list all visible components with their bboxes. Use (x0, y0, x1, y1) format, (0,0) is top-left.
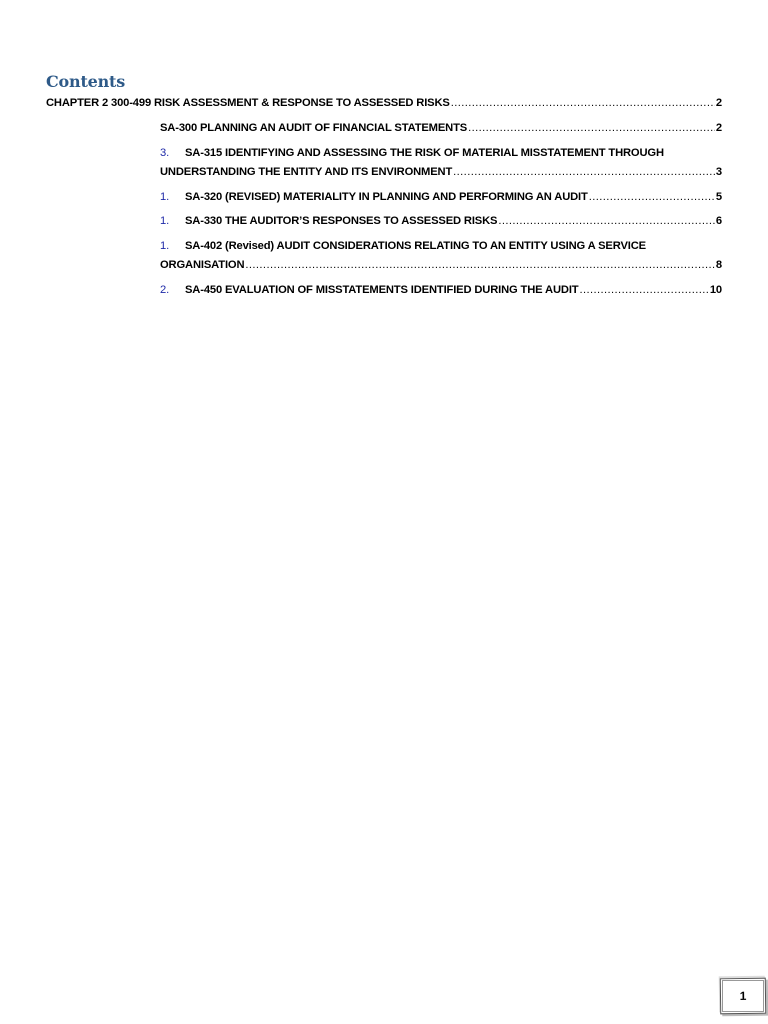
dot-leader (453, 166, 715, 178)
toc-entry-title: SA-330 THE AUDITOR’S RESPONSES TO ASSESSED RISKS (185, 215, 498, 227)
dot-leader (498, 215, 715, 227)
toc-entry-title-continuation: ORGANISATION (160, 259, 245, 271)
page-number-box (720, 978, 766, 1015)
toc-entry-page: 10 (709, 284, 722, 296)
list-number: 1. (160, 240, 170, 252)
toc-entry-title-continuation: UNDERSTANDING THE ENTITY AND ITS ENVIRONMENT (160, 166, 453, 178)
toc-entry-sa-315-continued[interactable] (160, 166, 722, 178)
list-number: 2. (160, 284, 170, 296)
list-number: 1. (160, 191, 170, 203)
toc-entry-sa-402-continued[interactable] (160, 259, 722, 271)
dot-leader (579, 284, 708, 296)
toc-entry-title: CHAPTER 2 300-499 RISK ASSESSMENT & RESPONSE TO ASSESSED RISKS (46, 97, 450, 109)
toc-entry-page: 5 (715, 191, 722, 203)
toc-entry-sa-450[interactable] (160, 284, 722, 296)
list-number: 1. (160, 215, 170, 227)
toc-entry-chapter-2[interactable] (46, 97, 722, 109)
toc-entry-title: SA-315 IDENTIFYING AND ASSESSING THE RISK OF MATERIAL MISSTATEMENT THROUGH (185, 147, 664, 159)
toc-entry-sa-300[interactable] (160, 122, 722, 134)
toc-entry-page: 3 (715, 166, 722, 178)
toc-entry-sa-402[interactable] (160, 240, 722, 252)
dot-leader (589, 191, 715, 203)
toc-entry-title: SA-450 EVALUATION OF MISSTATEMENTS IDENTIFIED DURING THE AUDIT (185, 284, 579, 296)
toc-entry-page: 2 (715, 122, 722, 134)
toc-entry-title: SA-402 (Revised) AUDIT CONSIDERATIONS RELATING TO AN ENTITY USING A SERVICE (185, 240, 646, 252)
toc-entry-sa-330[interactable] (160, 215, 722, 227)
toc-entry-page: 6 (715, 215, 722, 227)
list-number: 3. (160, 147, 170, 159)
toc-entry-page: 8 (715, 259, 722, 271)
toc-heading: Contents (46, 72, 126, 91)
toc-entry-sa-320[interactable] (160, 191, 722, 203)
toc-entry-title: SA-300 PLANNING AN AUDIT OF FINANCIAL STATEMENTS (160, 122, 468, 134)
toc-entry-title: SA-320 (REVISED) MATERIALITY IN PLANNING AND PERFORMING AN AUDIT (185, 191, 588, 203)
page-number: 1 (739, 988, 747, 1004)
toc-entry-sa-315[interactable] (160, 147, 722, 159)
dot-leader (245, 259, 715, 271)
toc-entry-page: 2 (715, 97, 722, 109)
dot-leader (468, 122, 715, 134)
dot-leader (451, 97, 715, 109)
